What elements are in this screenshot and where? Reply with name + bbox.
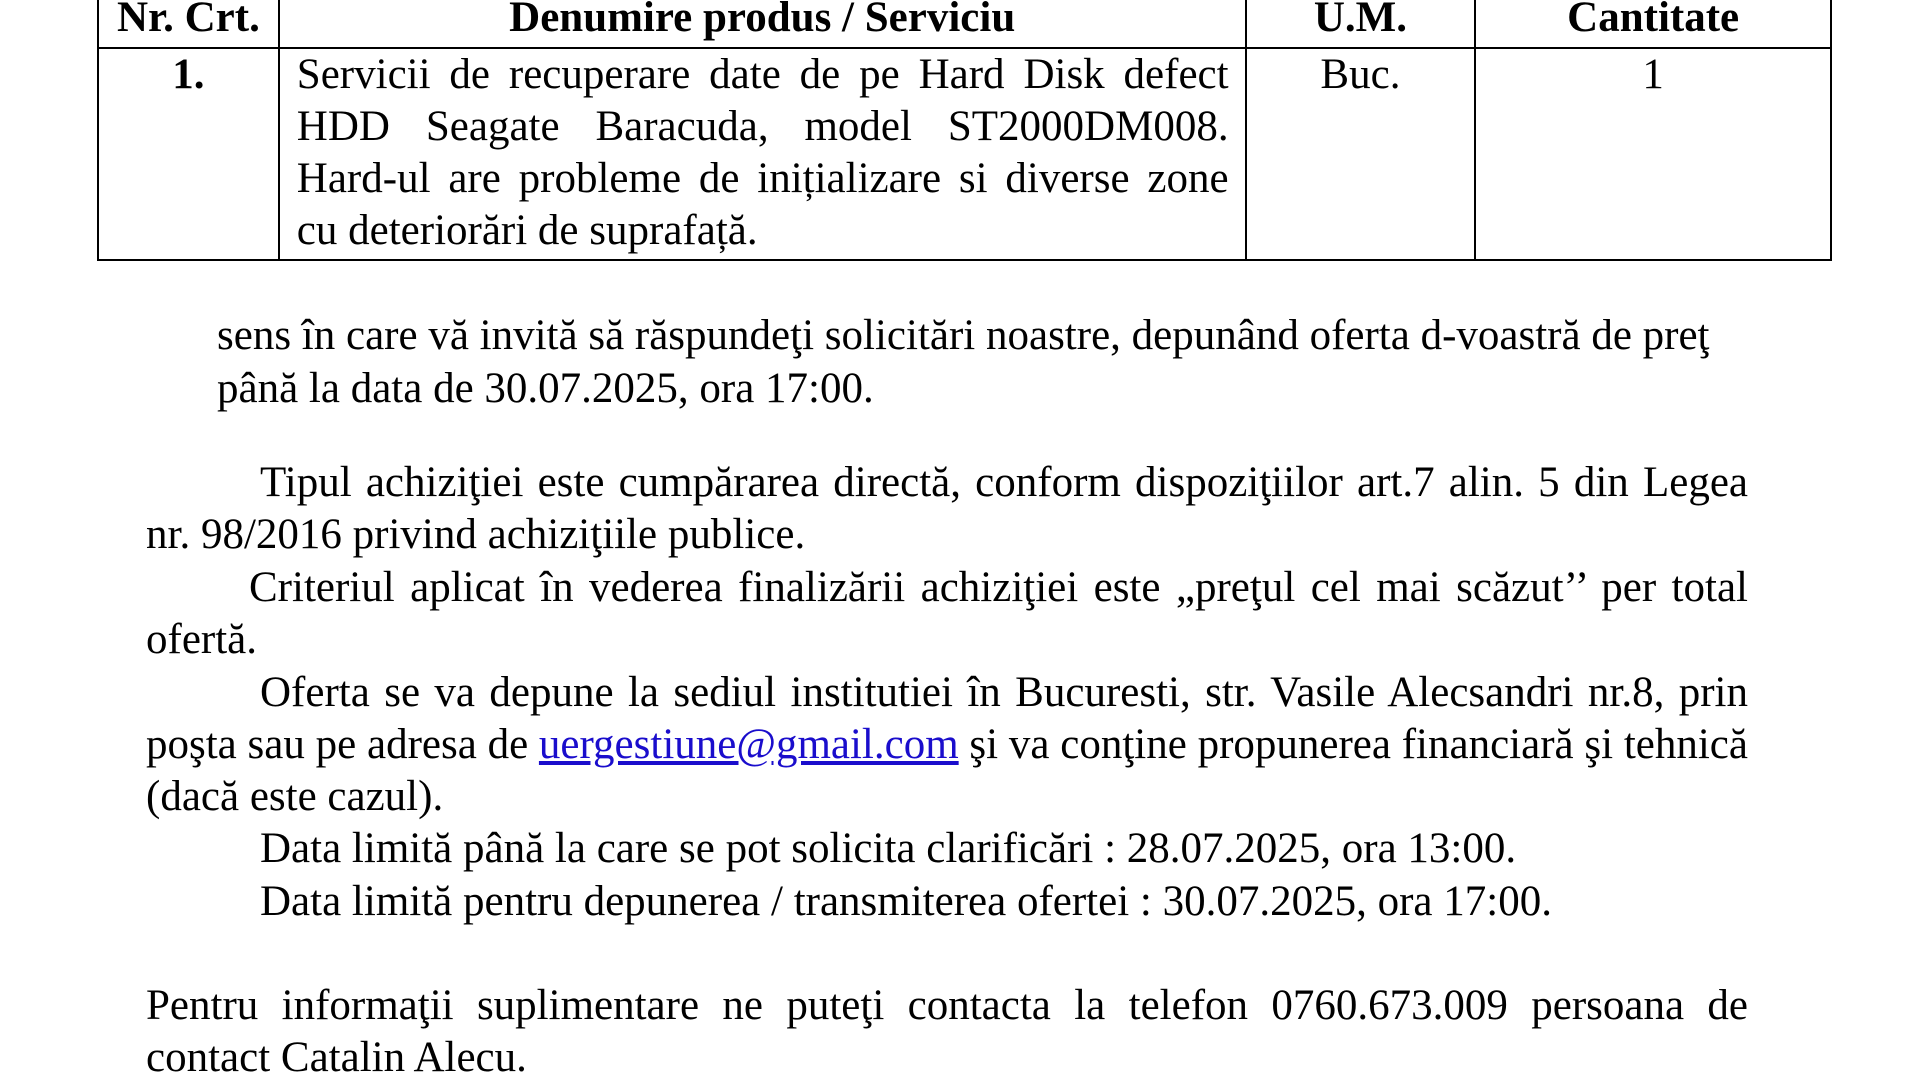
deadline-clarificari: Data limită până la care se pot solicita clarificări : 28.07.2025, ora 13:00. [260, 825, 1517, 872]
oferta-text-after: şi va conţine propunerea financiară şi tehnică (dacă este cazul). [146, 721, 1748, 820]
paragraph-oferta [146, 667, 1748, 823]
header-product: Denumire produs / Serviciu [279, 0, 1246, 48]
row-product: Servicii de recuperare date de pe Hard Disk defect HDD Seagate Baracuda, model ST2000DM008. Hard-ul are probleme de inițializare si diverse zone cu deteriorări de suprafață. [279, 48, 1246, 260]
table-header-row [98, 0, 1831, 48]
intro-line-1: sens în care vă invită să răspundeţi solicitări noastre, depunând oferta d-voastră de preţ [217, 312, 1710, 359]
header-quantity: Cantitate [1475, 0, 1831, 48]
email-link[interactable]: uergestiune@gmail.com [538, 721, 959, 768]
products-table [97, 0, 1832, 261]
paragraph-contact: Pentru informaţii suplimentare ne puteţi contacta la telefon 0760.673.009 persoana de contact Catalin Alecu. [146, 982, 1748, 1081]
header-um: U.M. [1246, 0, 1476, 48]
row-quantity: 1 [1475, 48, 1831, 260]
row-nr: 1. [98, 48, 279, 260]
table-row [98, 48, 1831, 260]
paragraph-criteriu: Criteriul aplicat în vederea finalizării achiziţiei este „preţul cel mai scăzut’’ per total ofertă. [146, 564, 1748, 663]
oferta-text-before: Oferta se va depune la sediul institutiei în Bucuresti, str. Vasile Alecsandri nr.8, prin poşta sau pe adresa de [146, 669, 1748, 768]
row-um: Buc. [1246, 48, 1476, 260]
deadline-depunere: Data limită pentru depunerea / transmiterea ofertei : 30.07.2025, ora 17:00. [260, 878, 1552, 925]
paragraph-tip-achizitie: Tipul achiziţiei este cumpărarea directă, conform dispoziţiilor art.7 alin. 5 din Legea nr. 98/2016 privind achiziţiile publice. [146, 459, 1748, 558]
header-nr-crt: Nr. Crt. [98, 0, 279, 48]
intro-line-2: până la data de 30.07.2025, ora 17:00. [217, 365, 874, 412]
